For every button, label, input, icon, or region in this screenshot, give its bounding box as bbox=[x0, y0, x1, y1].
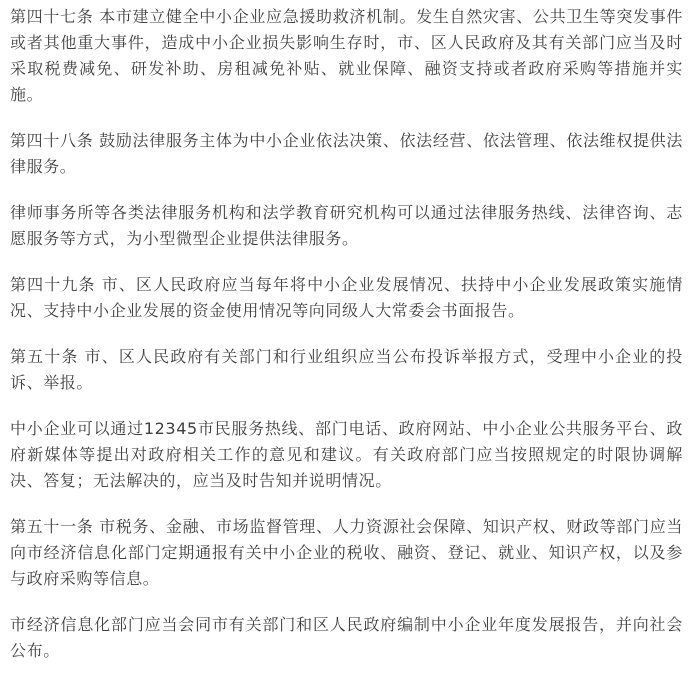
paragraph-article-48: 第四十八条 鼓励法律服务主体为中小企业依法决策、依法经营、依法管理、依法维权提供法律服务。 bbox=[10, 131, 683, 176]
paragraph-hotline: 中小企业可以通过12345市民服务热线、部门电话、政府网站、中小企业公共服务平台、政府新媒体等提出对政府相关工作的意见和建议。有关政府部门应当按照规定的时限协调解决、答复；无法解决的，应当及时告知并说明情况。 bbox=[10, 419, 683, 490]
paragraph-article-51: 第五十一条 市税务、金融、市场监督管理、人力资源社会保障、知识产权、财政等部门应当向市经济信息化部门定期通报有关中小企业的税收、融资、登记、就业、知识产权，以及参与政府采购等信息。 bbox=[10, 517, 683, 588]
paragraph-legal-services: 律师事务所等各类法律服务机构和法学教育研究机构可以通过法律服务热线、法律咨询、志愿服务等方式，为小型微型企业提供法律服务。 bbox=[10, 203, 683, 248]
paragraph-article-50: 第五十条 市、区人民政府有关部门和行业组织应当公布投诉举报方式，受理中小企业的投诉、举报。 bbox=[10, 347, 683, 392]
paragraph-article-47: 第四十七条 本市建立健全中小企业应急援助救济机制。发生自然灾害、公共卫生等突发事件或者其他重大事件，造成中小企业损失影响生存时，市、区人民政府及其有关部门应当及时采取税费减免、研发补助、房租减免补贴、就业保障、融资支持或者政府采购等措施并实施。 bbox=[10, 7, 683, 104]
paragraph-article-49: 第四十九条 市、区人民政府应当每年将中小企业发展情况、扶持中小企业发展政策实施情况、支持中小企业发展的资金使用情况等向同级人大常委会书面报告。 bbox=[10, 275, 683, 320]
paragraph-annual-report: 市经济信息化部门应当会同市有关部门和区人民政府编制中小企业年度发展报告，并向社会公布。 bbox=[10, 615, 683, 660]
